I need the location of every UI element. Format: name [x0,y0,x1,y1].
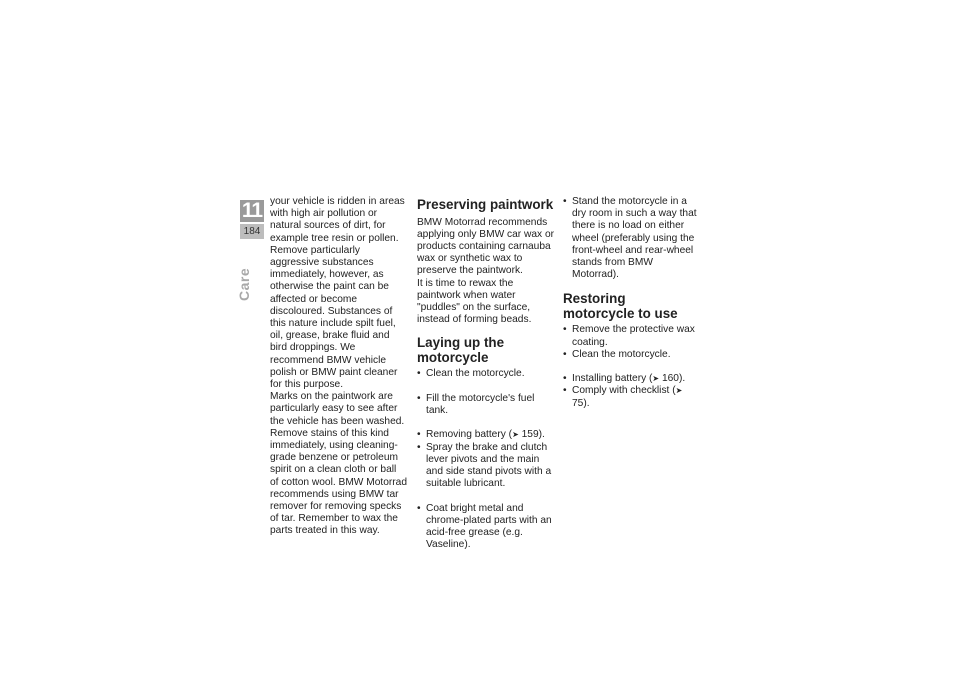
arrow-reference-icon: ➤ [652,374,660,384]
heading-laying-up: Laying up the motorcycle [417,335,505,365]
arrow-reference-icon: ➤ [675,386,683,396]
laying-up-list-continued [563,196,700,281]
laying-up-list [417,368,554,551]
column-3 [563,196,700,410]
list-item: • Coat bright metal and chrome-plated parts with an acid-free grease (e.g. Vaseline). [417,503,554,552]
column-2 [417,196,554,551]
heading-restoring: Restoring motorcycle to use [563,291,678,321]
list-item: • Stand the motorcycle in a dry room in such a way that there is no load on either wheel (preferably using the front-wheel and rear-wheel stands from BMW Motorrad). [563,196,700,281]
list-item: • Clean the motorcycle. [417,368,554,380]
heading-preserving-paintwork: Preserving paintwork [417,197,554,212]
list-item: • Clean the motorcycle. [563,349,700,361]
list-item: • Removing battery (➤ 159). [417,429,554,441]
page-reference-link[interactable]: 75). [572,397,590,409]
chapter-number: 11 [241,199,263,222]
list-item: • Remove the protective wax coating. [563,324,700,348]
arrow-reference-icon: ➤ [512,430,519,440]
paragraph: BMW Motorrad recommends applying only BMW car wax or products containing carnauba wax or synthetic wax to preserve the paintwork. [417,216,555,277]
paragraph: Remove particularly aggressive substances immediately, however, as otherwise the paint can be affected or become discoloured. Substances of this nature include spilt fuel, oil, grease, brake fluid and bird droppings. We recommend BMW vehicle polish or BMW paint cleaner for this purpose. [270,244,398,391]
list-item: • Installing battery (➤ 160). [563,373,700,385]
paragraph: Marks on the paintwork are particularly easy to see after the vehicle has been washed. Remove stains of this kind immediately, using cleaning-grade benzene or petroleum spirit on a clean cloth or ball of cotton wool. BMW Motorrad recommends using BMW tar remover for removing specks of tar. Remember to wax the parts treated in this way. [270,391,408,537]
page-reference-link[interactable]: 160). [661,373,686,385]
column-1 [270,196,407,538]
chapter-tab [240,200,264,239]
page-number: 184 [240,224,264,239]
paragraph: It is time to rewax the paintwork when water "puddles" on the surface, instead of forming beads. [417,277,532,326]
list-item: • Comply with checklist (➤ 75). [563,385,700,409]
page-reference-link[interactable]: 159). [521,429,545,441]
paragraph: your vehicle is ridden in areas with high air pollution or natural sources of dirt, for example tree resin or pollen. [270,196,405,244]
restoring-list [563,324,700,409]
section-label: Care [236,268,252,302]
list-item: • Fill the motorcycle's fuel tank. [417,393,554,417]
list-item: • Spray the brake and clutch lever pivots and the main and side stand pivots with a suitable lubricant. [417,442,554,491]
